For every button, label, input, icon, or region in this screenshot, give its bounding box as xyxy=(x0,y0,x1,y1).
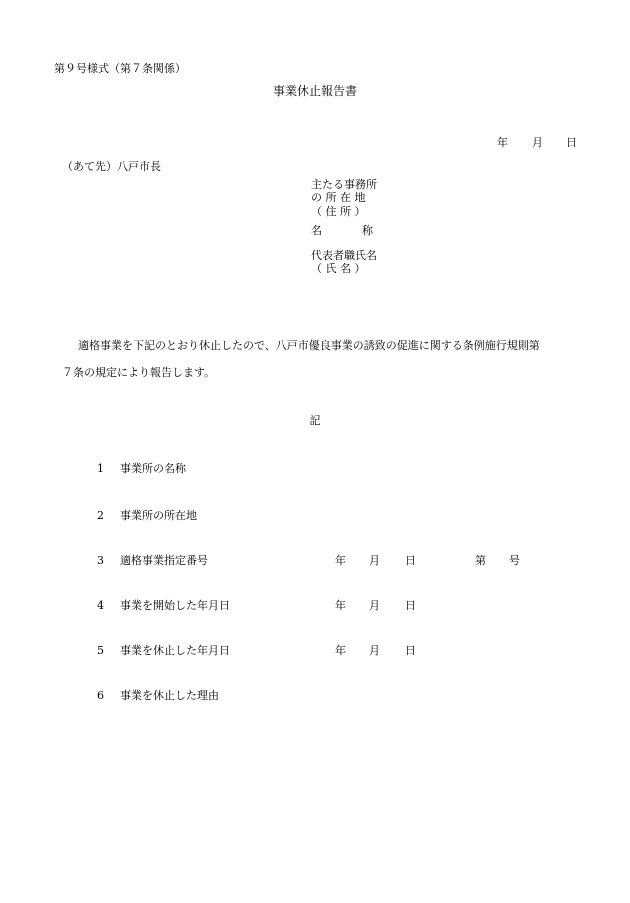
item-month: 月 xyxy=(369,554,380,567)
item-label: 事業を開始した年月日 xyxy=(120,599,230,612)
item-day: 日 xyxy=(405,599,416,612)
item-month: 月 xyxy=(369,644,380,657)
item-day: 日 xyxy=(405,644,416,657)
item-dai: 第 xyxy=(475,554,486,567)
date-month: 月 xyxy=(532,136,543,149)
item-label: 事業を休止した理由 xyxy=(120,689,219,702)
item-label: 適格事業指定番号 xyxy=(120,554,208,567)
sender-name-label-1: 名 xyxy=(311,224,322,237)
date-year: 年 xyxy=(497,136,508,149)
addressee: （あて先）八戸市長 xyxy=(62,160,161,173)
item-number: 6 xyxy=(97,689,104,702)
body-text-line2: ７条の規定により報告します。 xyxy=(62,366,216,379)
item-year: 年 xyxy=(335,644,346,657)
sender-rep-line1: 代表者職氏名 xyxy=(311,249,377,262)
item-month: 月 xyxy=(369,599,380,612)
item-number: 1 xyxy=(97,462,104,475)
item-go: 号 xyxy=(509,554,520,567)
item-number: 4 xyxy=(97,599,104,612)
date-day: 日 xyxy=(566,136,577,149)
document-title: 事業休止報告書 xyxy=(272,84,357,98)
sender-office-line1: 主たる事務所 xyxy=(311,178,377,191)
item-number: 5 xyxy=(97,644,104,657)
form-number: 第９号様式（第７条関係） xyxy=(54,62,186,75)
item-number: 3 xyxy=(97,554,104,567)
item-number: 2 xyxy=(97,509,104,522)
sender-name-label-2: 称 xyxy=(362,224,373,237)
sender-office-line2: の 所 在 地 xyxy=(311,191,366,204)
ki-heading: 記 xyxy=(309,414,321,427)
item-year: 年 xyxy=(335,599,346,612)
item-label: 事業所の名称 xyxy=(120,462,186,475)
item-day: 日 xyxy=(405,554,416,567)
item-label: 事業所の所在地 xyxy=(120,509,197,522)
body-text-line1: 適格事業を下記のとおり休止したので、八戸市優良事業の誘致の促進に関する条例施行規則第 xyxy=(78,339,540,352)
sender-office-line3: （ 住 所 ） xyxy=(311,205,366,218)
item-year: 年 xyxy=(335,554,346,567)
item-label: 事業を休止した年月日 xyxy=(120,644,230,657)
sender-rep-line2: （ 氏 名 ） xyxy=(311,262,366,275)
